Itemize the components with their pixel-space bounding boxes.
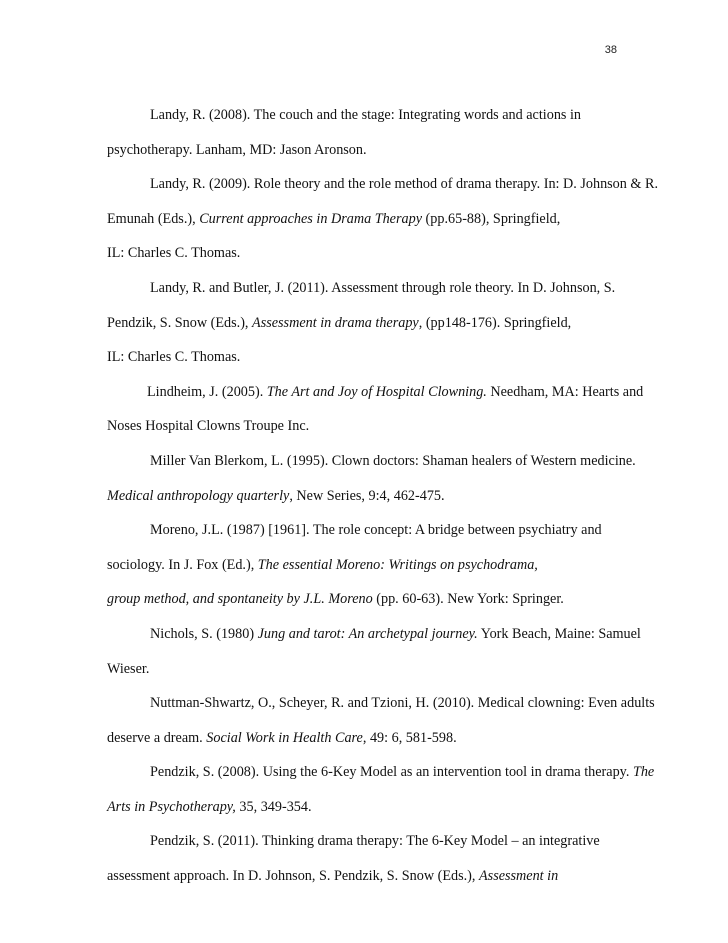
reference-text: Landy, R. (2009). Role theory and the role method of drama therapy. In: D. Johnson & R. xyxy=(150,176,659,193)
reference-line xyxy=(150,686,655,721)
reference-text: , 49: 6, 581-598. xyxy=(362,729,457,746)
reference-line xyxy=(107,582,627,617)
reference-title-text: Assessment in xyxy=(479,868,559,885)
reference-text: Emunah (Eds.), xyxy=(107,210,200,227)
reference-text: Lindheim, J. (2005). xyxy=(147,383,267,400)
reference-text: (pp.65-88), Springfield, xyxy=(422,210,561,227)
reference-line xyxy=(150,824,627,859)
reference-text: 35, 349-354. xyxy=(235,798,312,815)
reference-entry xyxy=(107,375,644,444)
reference-line xyxy=(107,409,627,444)
reference-title-text: The essential Moreno: Writings on psychodrama, xyxy=(257,556,538,573)
reference-entry xyxy=(107,167,659,271)
reference-line xyxy=(150,271,627,306)
reference-text: Pendzik, S. (2011). Thinking drama therapy: The 6-Key Model – an integrative xyxy=(150,833,600,850)
reference-line xyxy=(107,236,627,271)
reference-text: , New Series, 9:4, 462-475. xyxy=(289,487,445,504)
reference-text: assessment approach. In D. Johnson, S. Pendzik, S. Snow (Eds.), xyxy=(107,868,479,885)
reference-line xyxy=(107,133,627,168)
reference-text: psychotherapy. Lanham, MD: Jason Aronson. xyxy=(107,141,367,158)
reference-entry xyxy=(107,513,627,617)
reference-text: Needham, MA: Hearts and xyxy=(486,383,644,400)
reference-title-text: Arts in Psychotherapy, xyxy=(107,798,236,815)
reference-text: Landy, R. (2008). The couch and the stage: Integrating words and actions in xyxy=(150,107,582,123)
reference-line xyxy=(150,617,641,652)
reference-text: deserve a dream. xyxy=(107,729,207,746)
reference-line xyxy=(150,98,627,133)
reference-line xyxy=(107,548,627,583)
reference-line xyxy=(107,652,627,687)
reference-text: Wieser. xyxy=(107,660,150,677)
reference-line xyxy=(107,340,627,375)
reference-text: Landy, R. and Butler, J. (2011). Assessment through role theory. In D. Johnson, S. xyxy=(150,279,616,296)
reference-text: Moreno, J.L. (1987) [1961]. The role concept: A bridge between psychiatry and xyxy=(150,522,602,539)
reference-text: , (pp148-176). Springfield, xyxy=(418,314,572,331)
reference-title-text: Current approaches in Drama Therapy xyxy=(199,210,422,227)
reference-text: Pendzik, S. Snow (Eds.), xyxy=(107,314,253,331)
reference-entry xyxy=(107,617,641,686)
reference-line xyxy=(150,167,659,202)
reference-title-text: Jung and tarot: An archetypal journey. xyxy=(257,625,478,642)
reference-line xyxy=(150,513,627,548)
reference-text: (pp. 60-63). New York: Springer. xyxy=(372,591,564,608)
reference-entry xyxy=(107,271,627,375)
reference-entry xyxy=(107,98,627,167)
reference-title-text: The Art and Joy of Hospital Clowning. xyxy=(266,383,487,400)
reference-title-text: The xyxy=(632,764,655,781)
reference-text: Pendzik, S. (2008). Using the 6-Key Model as an intervention tool in drama therapy. xyxy=(150,764,633,781)
page-number: 38 xyxy=(604,44,617,56)
reference-list xyxy=(107,98,659,894)
reference-title-text: Medical anthropology quarterly xyxy=(107,487,290,504)
reference-entry xyxy=(107,444,636,513)
reference-line xyxy=(107,790,627,825)
reference-line xyxy=(147,375,644,410)
reference-line xyxy=(107,479,627,514)
reference-text: IL: Charles C. Thomas. xyxy=(107,245,241,262)
reference-text: Nuttman-Shwartz, O., Scheyer, R. and Tzioni, H. (2010). Medical clowning: Even adults xyxy=(150,695,655,712)
reference-entry xyxy=(107,755,655,824)
reference-text: Noses Hospital Clowns Troupe Inc. xyxy=(107,418,310,435)
reference-line xyxy=(150,444,636,479)
reference-text: IL: Charles C. Thomas. xyxy=(107,349,241,366)
reference-text: sociology. In J. Fox (Ed.), xyxy=(107,556,258,573)
reference-text: York Beach, Maine: Samuel xyxy=(477,625,641,642)
reference-entry xyxy=(107,824,627,893)
reference-text: Nichols, S. (1980) xyxy=(150,625,258,642)
reference-text: Miller Van Blerkom, L. (1995). Clown doctors: Shaman healers of Western medicine. xyxy=(150,452,636,469)
reference-line xyxy=(150,755,655,790)
reference-line xyxy=(107,202,627,237)
reference-line xyxy=(107,306,627,341)
reference-line xyxy=(107,721,627,756)
reference-title-text: Social Work in Health Care xyxy=(206,729,363,746)
reference-title-text: Assessment in drama therapy xyxy=(252,314,419,331)
reference-line xyxy=(107,859,627,894)
reference-entry xyxy=(107,686,655,755)
reference-title-text: group method, and spontaneity by J.L. Moreno xyxy=(107,591,373,608)
